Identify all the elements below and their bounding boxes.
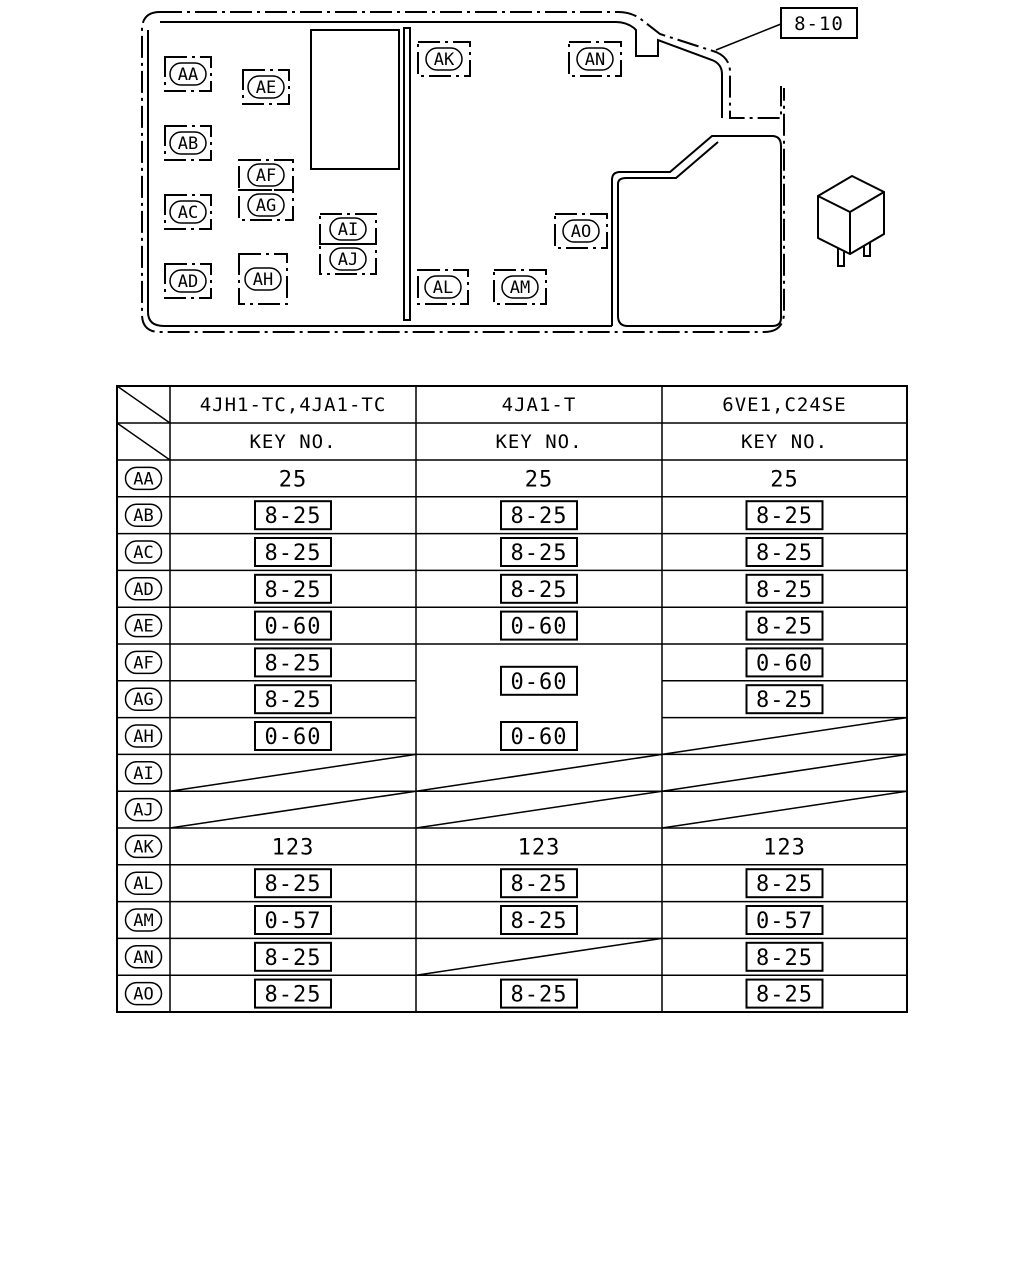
cell-af-col1 [255,648,331,676]
cell-am-col1 [255,906,331,934]
cell-ac-col1-value: 8-25 [264,541,322,566]
column-model-header: 4JA1-T [501,394,577,416]
cell-an-col1 [255,943,331,971]
cell-am-col2-value: 8-25 [510,909,568,934]
cell-aj-col2-not-applicable-slash [416,791,662,828]
cell-ao-col1 [255,980,331,1008]
cell-al-col3-value: 8-25 [756,872,813,898]
cell-ac-col3 [747,538,823,566]
slot-ai-tag-label: AI [337,220,359,240]
row-label-ak-label: AK [133,837,154,858]
slot-an-tag-label: AN [584,50,606,70]
cell-al-col2 [501,869,577,897]
row-label-ao-label: AO [133,984,154,1005]
slot-ad-tag-label: AD [177,272,199,292]
cell-ah-col3-not-applicable-slash [662,718,907,755]
cell-ab-col2-value: 8-25 [510,504,568,530]
cell-ao-col3-value: 8-25 [756,982,813,1008]
row-label-ag-label: AG [133,690,154,711]
slot-ag-tag-label: AG [255,196,277,216]
slot-ai [320,214,376,244]
row-label-ai [126,762,162,784]
cell-ad-col2-value: 8-25 [510,577,568,603]
slot-aa [165,57,211,91]
slot-am-tag-label: AM [509,278,531,298]
slot-ao [555,214,607,248]
cell-ao-col1-value: 8-25 [264,982,322,1008]
cell-am-col1-value: 0-57 [264,909,322,934]
slot-an [569,42,621,76]
cell-ai-col2-not-applicable-slash [416,754,662,791]
column-model-header: 4JH1-TC,4JA1-TC [199,394,387,416]
slot-aa-tag-label: AA [177,65,199,85]
cell-an-col3-value: 8-25 [756,945,813,971]
cell-an-col3 [747,943,823,971]
cell-ak-col3 [763,835,806,860]
slot-af-tag [248,164,284,186]
cell-ak-col1 [272,835,315,860]
cell-ao-col2-value: 8-25 [510,982,568,1008]
slot-ab-tag [170,132,206,154]
slot-ag-tag [248,194,284,216]
cell-ae-col3-value: 8-25 [756,614,813,640]
cell-ad-col1-value: 8-25 [264,577,322,603]
cell-ae-col2-value: 0-60 [510,614,568,640]
slot-af-tag-label: AF [255,166,277,186]
cell-ak-col1-value: 123 [271,835,315,861]
slot-ah-tag [245,268,281,290]
row-label-am-label: AM [133,911,154,931]
cell-ae-col2 [501,612,577,640]
row-label-ae-label: AE [133,616,154,637]
cell-af-col2-value: 0-60 [510,669,568,695]
slot-ao-tag [563,220,599,242]
cell-al-col3 [747,869,823,897]
slot-aj-tag [330,248,366,270]
cell-aj-col1-not-applicable-slash [170,791,416,828]
slot-ae [243,70,289,104]
row-label-ab [126,504,162,526]
slot-ac-tag [170,201,206,223]
cell-am-col3 [747,906,823,934]
row-label-ah-label: AH [133,727,154,747]
slot-ak-tag-label: AK [433,50,455,70]
cell-aa-col1-value: 25 [278,467,308,493]
row-label-ao [126,983,162,1005]
column-key-header: KEY NO. [495,431,583,453]
cell-ab-col2 [501,501,577,529]
cell-an-col2-not-applicable-slash [416,938,662,975]
slot-ak-tag [426,48,462,70]
row-label-ak [126,835,162,857]
row-label-ai-label: AI [133,763,154,784]
cell-ae-col1 [255,612,331,640]
cell-ad-col3-value: 8-25 [756,577,813,603]
slot-am-tag [502,276,538,298]
row-label-am [126,909,162,931]
cell-ai-col1-not-applicable-slash [170,754,416,791]
corner-diagonal [117,386,170,423]
row-label-aa-label: AA [133,469,154,490]
cell-af-col2 [501,667,577,695]
slot-aj [320,244,376,274]
row-label-al-label: AL [133,874,154,895]
slot-ag [239,190,293,220]
cell-al-col1 [255,869,331,897]
column-key-header: KEY NO. [249,431,337,453]
cell-aa-col3 [770,467,799,492]
row-label-aj [126,799,162,821]
slot-ak [418,42,470,76]
row-label-ag [126,688,162,710]
slot-ad [165,264,211,298]
reference-callout-label: 8-10 [794,13,844,35]
cell-ak-col3-value: 123 [763,835,806,861]
cell-aa-col3-value: 25 [770,467,799,493]
slot-ah-tag-label: AH [252,270,274,290]
slot-ad-tag [170,270,206,292]
slot-ai-tag [330,218,366,240]
row-label-aj-label: AJ [133,800,154,821]
cell-ah-col2 [501,722,577,750]
slot-ac [165,195,211,229]
corner-diagonal [117,423,170,460]
cell-ad-col2 [501,575,577,603]
slot-ab [165,126,211,160]
cell-ad-col3 [747,575,823,603]
slot-al-tag [425,276,461,298]
cell-ab-col3 [747,501,823,529]
cell-ab-col1 [255,501,331,529]
relay-icon [818,176,884,266]
cell-ag-col3 [747,685,823,713]
row-label-al [126,872,162,894]
key-number-table-content [126,394,908,1008]
slot-an-tag [577,48,613,70]
slot-al-tag-label: AL [432,278,454,298]
cell-ac-col1 [255,538,331,566]
cell-ai-col3-not-applicable-slash [662,754,907,791]
cell-af-col3 [747,648,823,676]
row-label-ab-label: AB [133,506,154,527]
cell-aa-col2-value: 25 [524,467,554,493]
row-label-aa [126,467,162,489]
cell-ab-col1-value: 8-25 [264,504,322,530]
cell-ad-col1 [255,575,331,603]
cell-al-col2-value: 8-25 [510,872,568,898]
diagram-slots [165,42,621,304]
slot-ao-tag-label: AO [570,222,592,242]
slot-af [239,160,293,190]
cell-ac-col3-value: 8-25 [756,541,813,566]
slot-ah [239,254,287,304]
row-label-af-label: AF [133,653,154,674]
column-key-header: KEY NO. [740,431,829,453]
cell-af-col3-value: 0-60 [756,651,813,677]
row-label-ae [126,615,162,637]
cell-ae-col1-value: 0-60 [264,614,322,640]
cell-am-col3-value: 0-57 [756,909,813,934]
row-label-af [126,651,162,673]
slot-aj-tag-label: AJ [337,250,359,270]
cell-al-col1-value: 8-25 [264,872,322,898]
cell-ak-col2-value: 123 [517,835,561,861]
cell-ah-col1-value: 0-60 [264,725,322,750]
cell-an-col1-value: 8-25 [264,945,322,971]
cell-am-col2 [501,906,577,934]
row-label-ah [126,725,162,747]
cell-ao-col2 [501,980,577,1008]
row-label-ac [126,541,162,563]
slot-ae-tag-label: AE [255,78,277,98]
slot-am [494,270,546,304]
row-label-an-label: AN [133,947,154,968]
reference-callout [716,8,857,50]
cell-ah-col2-value: 0-60 [510,725,568,750]
cell-aa-col1 [279,467,308,492]
slot-ae-tag [248,76,284,98]
cell-ag-col3-value: 8-25 [756,688,813,714]
row-label-ad [126,578,162,600]
cell-ak-col2 [518,835,561,860]
cell-ac-col2-value: 8-25 [510,541,568,566]
cell-ag-col1-value: 8-25 [264,688,322,714]
cell-ae-col3 [747,612,823,640]
slot-al [418,270,468,304]
cell-ag-col1 [255,685,331,713]
cell-ab-col3-value: 8-25 [756,504,813,530]
cell-aj-col3-not-applicable-slash [662,791,907,828]
column-model-header: 6VE1,C24SE [722,394,847,416]
cell-ah-col1 [255,722,331,750]
slot-ab-tag-label: AB [177,134,199,154]
row-label-ad-label: AD [133,579,154,600]
slot-ac-tag-label: AC [177,203,199,223]
row-label-an [126,946,162,968]
cell-af-col1-value: 8-25 [264,651,322,677]
row-label-ac-label: AC [133,543,154,563]
cell-ac-col2 [501,538,577,566]
cell-ao-col3 [747,980,823,1008]
cell-aa-col2 [525,467,554,492]
slot-aa-tag [170,63,206,85]
